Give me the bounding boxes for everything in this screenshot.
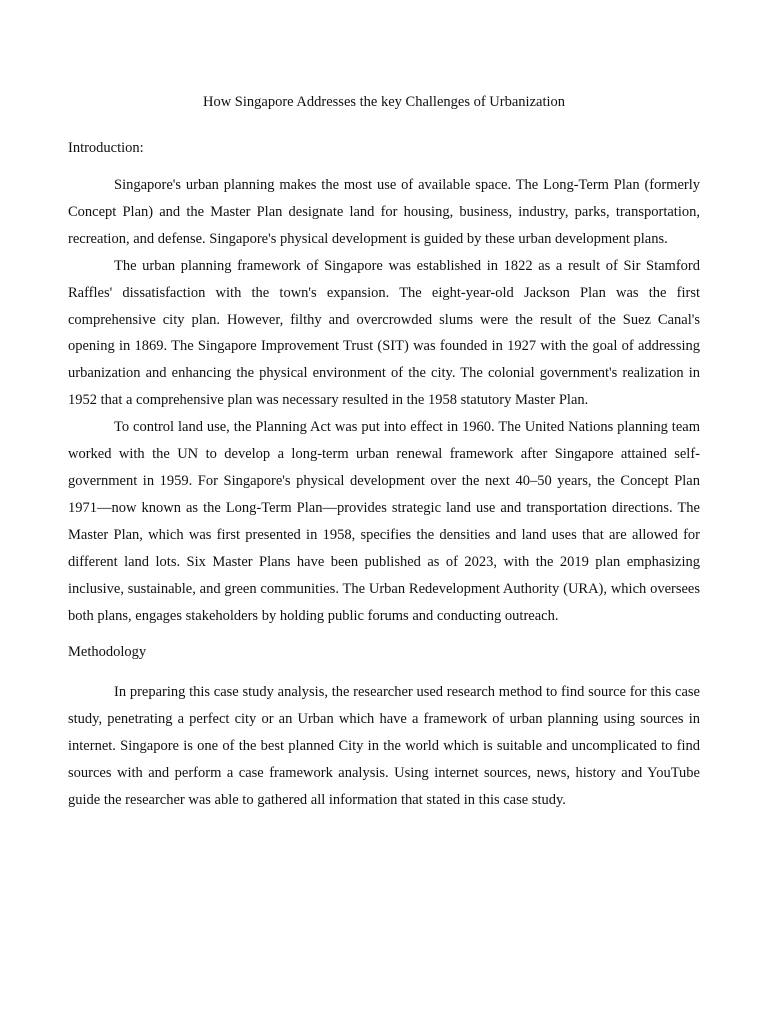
introduction-paragraph-1: Singapore's urban planning makes the most use of available space. The Long-Term Plan (formerly Concept Plan) and the Master Plan designate land for housing, business, industry, parks, transportation, recreation, and defense. Singapore's physical development is guided by these urban development plans. — [68, 177, 700, 247]
introduction-paragraph-3: To control land use, the Planning Act was put into effect in 1960. The United Nations planning team worked with the UN to develop a long-term urban renewal framework after Singapore attained self-government in 1959. For Singapore's physical development over the next 40–50 years, the Concept Plan 1971—now known as the Long-Term Plan—provides strategic land use and transportation directions. The Master Plan, which was first presented in 1958, specifies the densities and land uses that are allowed for different land lots. Six Master Plans have been published as of 2023, with the 2019 plan emphasizing inclusive, sustainable, and green communities. The Urban Redevelopment Authority (URA), which oversees both plans, engages stakeholders by holding public forums and conducting outreach. — [68, 419, 700, 624]
introduction-paragraph-2: The urban planning framework of Singapore was established in 1822 as a result of Sir Stamford Raffles' dissatisfaction with the town's expansion. The eight-year-old Jackson Plan was the first comprehensive city plan. However, filthy and overcrowded slums were the result of the Suez Canal's opening in 1869. The Singapore Improvement Trust (SIT) was founded in 1927 with the goal of addressing urbanization and enhancing the physical environment of the city. The colonial government's realization in 1952 that a comprehensive plan was necessary resulted in the 1958 statutory Master Plan. — [68, 257, 700, 409]
introduction-heading: Introduction: — [68, 140, 144, 156]
document-title: How Singapore Addresses the key Challenges of Urbanization — [202, 94, 565, 110]
introduction-body — [68, 172, 700, 629]
methodology-paragraph-1: In preparing this case study analysis, the researcher used research method to find source for this case study, penetrating a perfect city or an Urban which have a framework of urban planning using sources in internet. Singapore is one of the best planned City in the world which is suitable and uncomplicated to find sources with and perform a case framework analysis. Using internet sources, news, history and YouTube guide the researcher was able to gathered all information that stated in this case study. — [68, 684, 700, 809]
methodology-body — [68, 679, 700, 814]
methodology-heading: Methodology — [68, 644, 147, 661]
